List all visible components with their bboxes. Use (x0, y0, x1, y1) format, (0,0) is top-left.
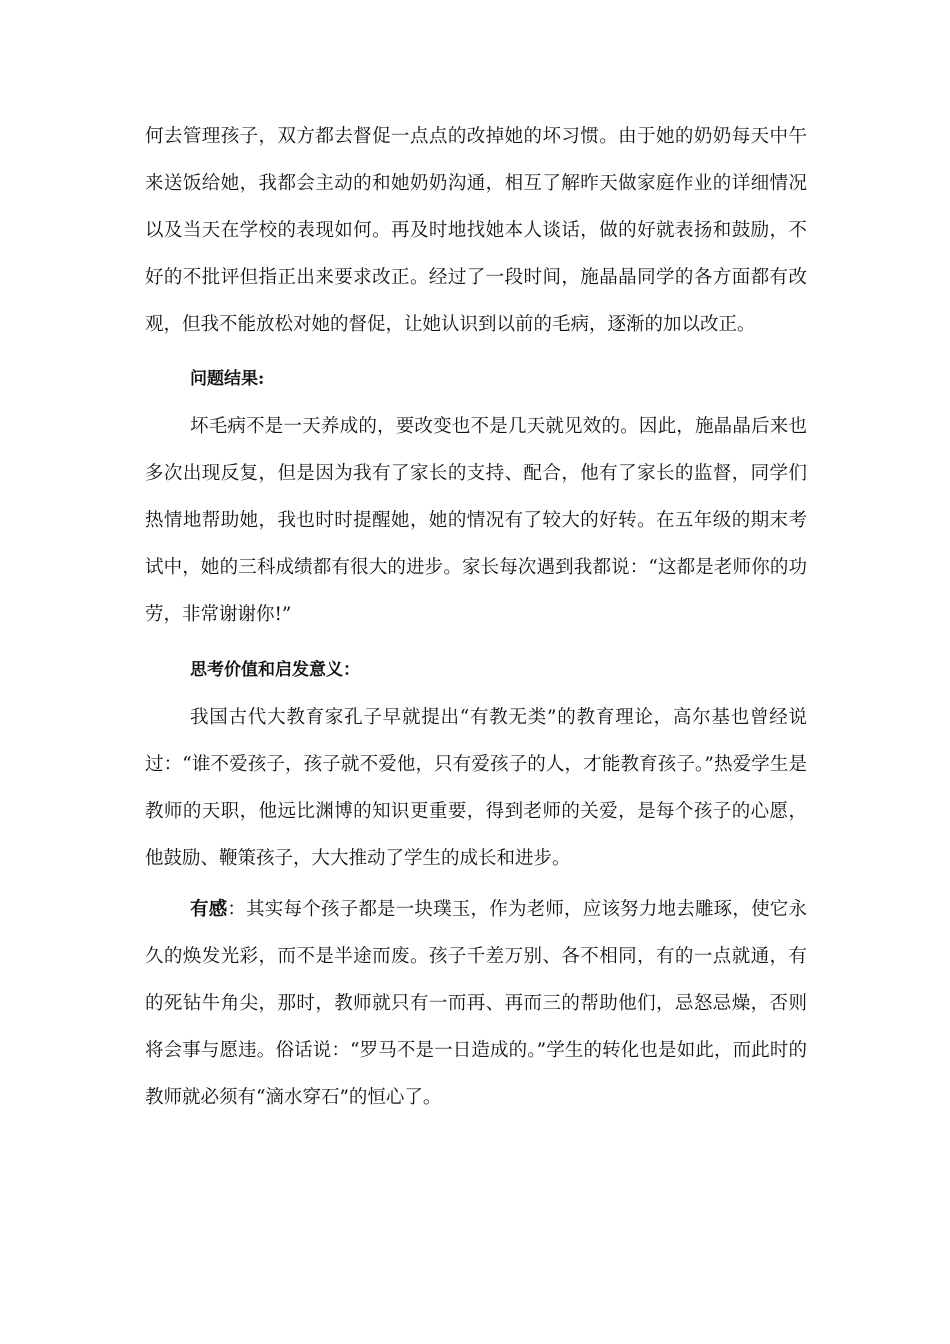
intro-paragraph: 何去管理孩子，双方都去督促一点点的改掉她的坏习惯。由于她的奶奶每天中午来送饭给她，我都会主动的和她奶奶沟通，相互了解昨天做家庭作业的详细情况以及当天在学校的表现如何。再及时地找她本人谈话，做的好就表扬和鼓励，不好的不批评但指正出来要求改正。经过了一段时间，施晶晶同学的各方面都有改观，但我不能放松对她的督促，让她认识到以前的毛病，逐渐的加以改正。 (145, 126, 807, 335)
result-heading: 问题结果: (190, 369, 265, 389)
feeling-lead: 有感 (190, 899, 228, 920)
value-heading: 思考价值和启发意义： (190, 660, 360, 680)
result-paragraph: 坏毛病不是一天养成的，要改变也不是几天就见效的。因此，施晶晶后来也多次出现反复，但是因为我有了家长的支持、配合，他有了家长的监督，同学们热情地帮助她，我也时时提醒她，她的情况有了较大的好转。在五年级的期末考试中，她的三科成绩都有很大的进步。家长每次遇到我都说：“这都是老师你的功劳，非常谢谢你!” (145, 416, 807, 625)
feeling-paragraph-block (145, 886, 807, 1126)
feeling-paragraph: ：其实每个孩子都是一块璞玉，作为老师，应该努力地去雕琢，使它永久的焕发光彩，而不是半途而废。孩子千差万别、各不相同，有的一点就通，有的死钻牛角尖，那时，教师就只有一而再、再而三的帮助他们，忌怒忌燥，否则将会事与愿违。俗话说：“罗马不是一日造成的。”学生的转化也是如此，而此时的教师就必须有“滴水穿石”的恒心了。 (145, 899, 807, 1108)
value-paragraph: 我国古代大教育家孔子早就提出“有教无类”的教育理论，高尔基也曾经说过：“谁不爱孩子，孩子就不爱他，只有爱孩子的人，才能教育孩子。”热爱学生是教师的天职，他远比渊博的知识更重要，得到老师的关爱，是每个孩子的心愿，他鼓励、鞭策孩子，大大推动了学生的成长和进步。 (145, 707, 807, 869)
